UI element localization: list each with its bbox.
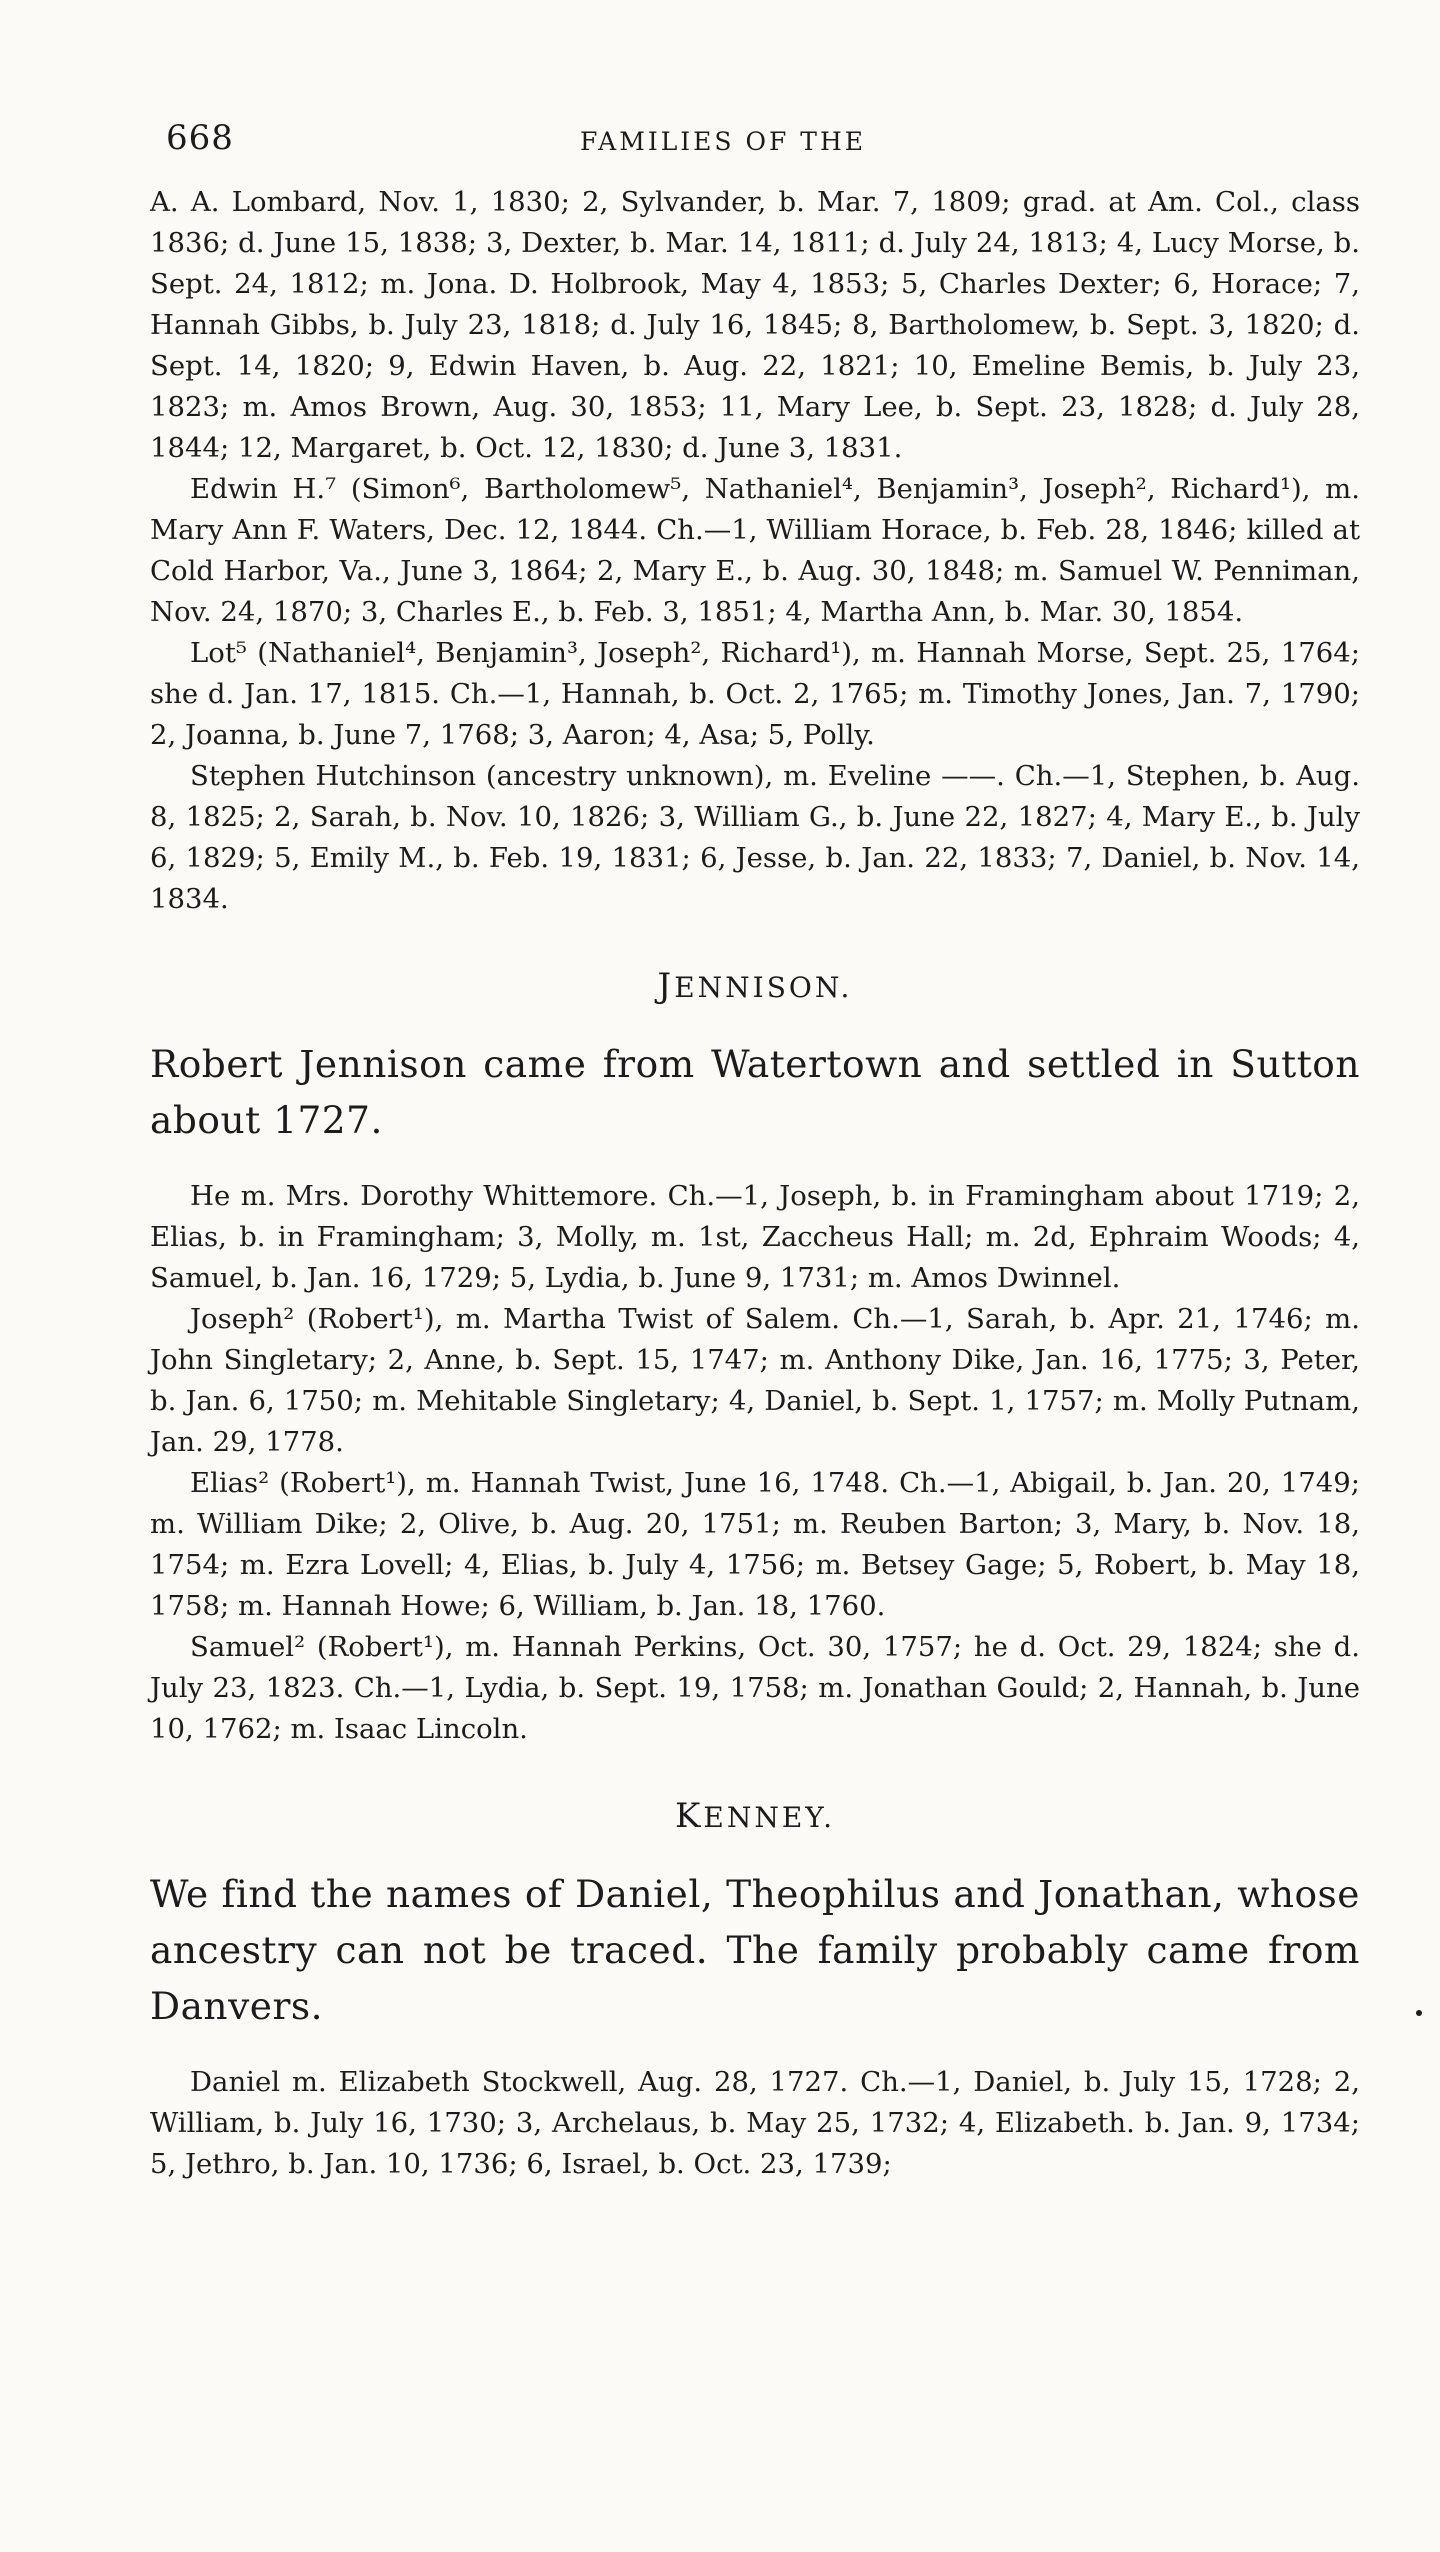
paragraph-stephen-hutchinson: Stephen Hutchinson (ancestry unknown), m. Eveline ——. Ch.—1, Stephen, b. Aug. 8, 1825; 2, Sarah, b. Nov. 10, 1826; 3, William G., b. June 22, 1827; 4, Mary E., b. July 6, 1829; 5, Emily M., b. Feb. 19, 1831; 6, Jesse, b. Jan. 22, 1833; 7, Daniel, b. Nov. 14, 1834. bbox=[150, 760, 1360, 915]
paragraph-robert-jennison: He m. Mrs. Dorothy Whittemore. Ch.—1, Joseph, b. in Framingham about 1719; 2, Elias, b. in Framingham; 3, Molly, m. 1st, Zaccheus Hall; m. 2d, Ephraim Woods; 4, Samuel, b. Jan. 16, 1729; 5, Lydia, b. June 9, 1731; m. Amos Dwinnel. bbox=[150, 1180, 1360, 1294]
paragraph-joseph-jennison: Joseph² (Robert¹), m. Martha Twist of Salem. Ch.—1, Sarah, b. Apr. 21, 1746; m. John Singletary; 2, Anne, b. Sept. 15, 1747; m. Anthony Dike, Jan. 16, 1775; 3, Peter, b. Jan. 6, 1750; m. Mehitable Singletary; 4, Daniel, b. Sept. 1, 1757; m. Molly Putnam, Jan. 29, 1778. bbox=[150, 1303, 1360, 1458]
paragraph-edwin-h: Edwin H.⁷ (Simon⁶, Bartholomew⁵, Nathaniel⁴, Benjamin³, Joseph², Richard¹), m. Mary Ann F. Waters, Dec. 12, 1844. Ch.—1, William Horace, b. Feb. 28, 1846; killed at Cold Harbor, Va., June 3, 1864; 2, Mary E., b. Aug. 30, 1848; m. Samuel W. Penniman, Nov. 24, 1870; 3, Charles E., b. Feb. 3, 1851; 4, Martha Ann, b. Mar. 30, 1854. bbox=[150, 473, 1360, 628]
section-title-initial: K bbox=[674, 1796, 704, 1836]
kenney-lead-paragraph: We find the names of Daniel, Theophilus and Jonathan, whose ancestry can not be traced. The family probably came from Danvers. bbox=[150, 1872, 1360, 2028]
book-page bbox=[150, 118, 1360, 2185]
section-title-jennison bbox=[150, 966, 1360, 1006]
margin-dot bbox=[1416, 2010, 1422, 2016]
section-title-rest: ENNISON. bbox=[674, 971, 853, 1004]
paragraph-lombard-continuation: A. A. Lombard, Nov. 1, 1830; 2, Sylvander, b. Mar. 7, 1809; grad. at Am. Col., class 1836; d. June 15, 1838; 3, Dexter, b. Mar. 14, 1811; d. July 24, 1813; 4, Lucy Morse, b. Sept. 24, 1812; m. Jona. D. Holbrook, May 4, 1853; 5, Charles Dexter; 6, Horace; 7, Hannah Gibbs, b. July 23, 1818; d. July 16, 1845; 8, Bartholomew, b. Sept. 3, 1820; d. Sept. 14, 1820; 9, Edwin Haven, b. Aug. 22, 1821; 10, Emeline Bemis, b. July 23, 1823; m. Amos Brown, Aug. 30, 1853; 11, Mary Lee, b. Sept. 23, 1828; d. July 28, 1844; 12, Margaret, b. Oct. 12, 1830; d. June 3, 1831. bbox=[150, 186, 1360, 464]
section-title-initial: J bbox=[657, 966, 675, 1006]
running-head: FAMILIES OF THE bbox=[580, 127, 867, 156]
section-title-kenney bbox=[150, 1796, 1360, 1836]
section-title-rest: ENNEY. bbox=[703, 1801, 836, 1834]
paragraph-daniel-kenney: Daniel m. Elizabeth Stockwell, Aug. 28, 1727. Ch.—1, Daniel, b. July 15, 1728; 2, William, b. July 16, 1730; 3, Archelaus, b. May 25, 1732; 4, Elizabeth. b. Jan. 9, 1734; 5, Jethro, b. Jan. 10, 1736; 6, Israel, b. Oct. 23, 1739; bbox=[150, 2066, 1360, 2180]
paragraph-samuel-jennison: Samuel² (Robert¹), m. Hannah Perkins, Oct. 30, 1757; he d. Oct. 29, 1824; she d. July 23, 1823. Ch.—1, Lydia, b. Sept. 19, 1758; m. Jonathan Gould; 2, Hannah, b. June 10, 1762; m. Isaac Lincoln. bbox=[150, 1631, 1360, 1745]
page-header bbox=[150, 118, 1360, 168]
page-number: 668 bbox=[166, 118, 234, 158]
paragraph-elias-jennison: Elias² (Robert¹), m. Hannah Twist, June 16, 1748. Ch.—1, Abigail, b. Jan. 20, 1749; m. William Dike; 2, Olive, b. Aug. 20, 1751; m. Reuben Barton; 3, Mary, b. Nov. 18, 1754; m. Ezra Lovell; 4, Elias, b. July 4, 1756; m. Betsey Gage; 5, Robert, b. May 18, 1758; m. Hannah Howe; 6, William, b. Jan. 18, 1760. bbox=[150, 1467, 1360, 1622]
jennison-lead-paragraph: Robert Jennison came from Watertown and settled in Sutton about 1727. bbox=[150, 1042, 1360, 1142]
paragraph-lot: Lot⁵ (Nathaniel⁴, Benjamin³, Joseph², Richard¹), m. Hannah Morse, Sept. 25, 1764; she d. Jan. 17, 1815. Ch.—1, Hannah, b. Oct. 2, 1765; m. Timothy Jones, Jan. 7, 1790; 2, Joanna, b. June 7, 1768; 3, Aaron; 4, Asa; 5, Polly. bbox=[150, 637, 1360, 751]
